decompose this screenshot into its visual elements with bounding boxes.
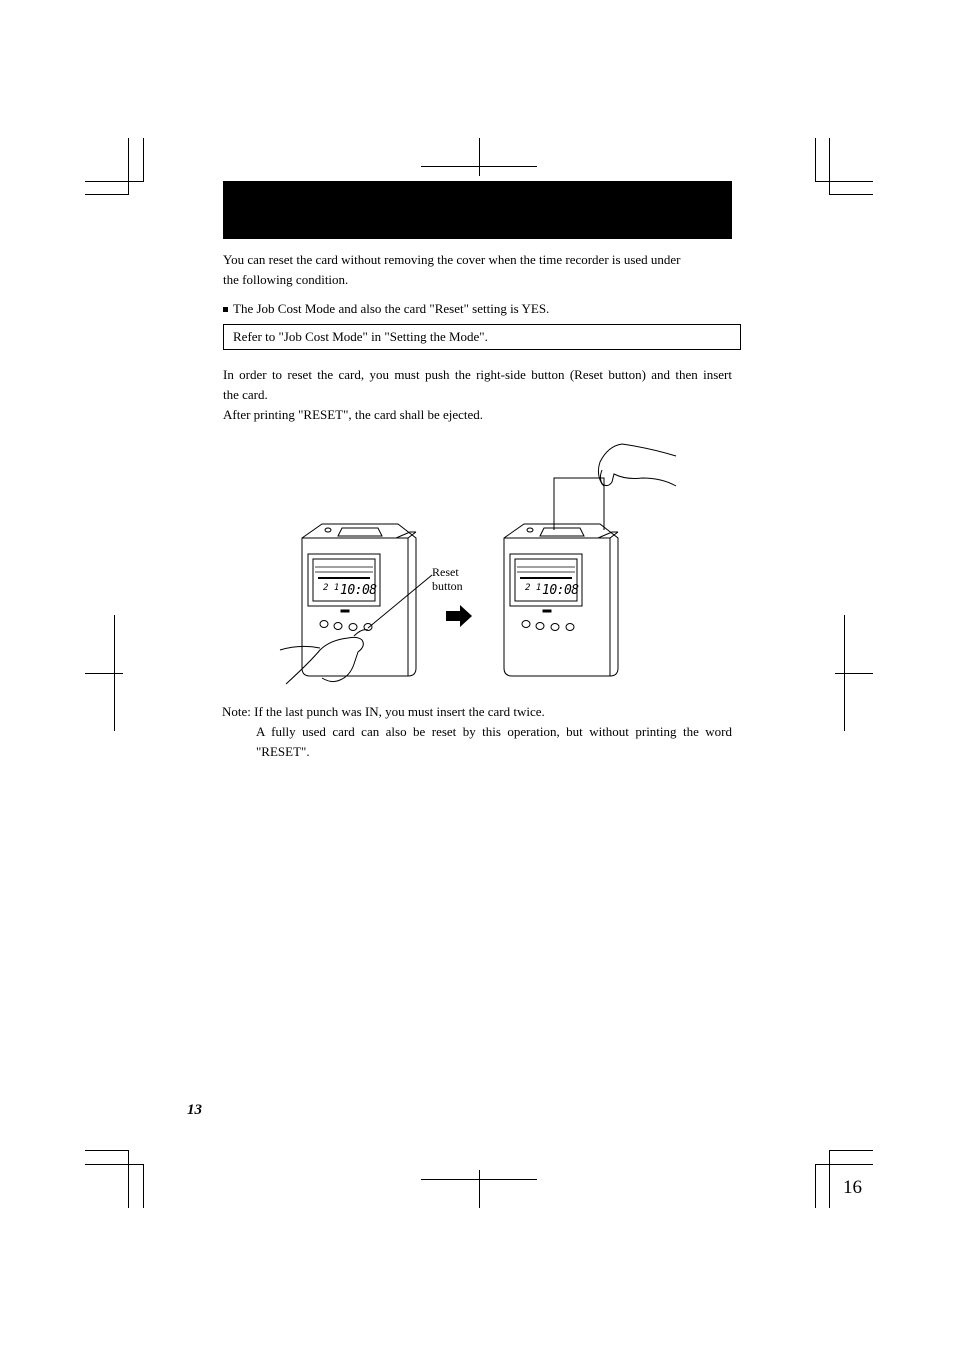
section-title-bar (223, 181, 732, 239)
crop-mark (479, 1170, 480, 1208)
intro-line: the following condition. (223, 272, 349, 287)
reset-button-label (432, 565, 463, 593)
reset-illustration (270, 440, 690, 690)
note (222, 702, 731, 722)
instruction-paragraph (223, 365, 732, 425)
crop-mark (815, 1164, 816, 1208)
crop-mark (85, 181, 144, 182)
crop-mark (85, 673, 123, 674)
condition-text: The Job Cost Mode and also the card "Reset" setting is YES. (233, 301, 550, 316)
crop-mark (85, 1164, 144, 1165)
label-line: Reset (432, 565, 459, 579)
time-recorder-left (280, 524, 432, 684)
crop-mark (114, 615, 115, 731)
crop-mark (829, 1150, 830, 1208)
note-continuation (256, 722, 732, 762)
instruction-line: In order to reset the card, you must push the right-side button (Reset button) and then insert (223, 367, 732, 382)
display-date-left: 2 1 (323, 583, 340, 593)
crop-mark (815, 181, 873, 182)
note-line: Note: If the last punch was IN, you must insert the card twice. (222, 704, 545, 719)
crop-mark (479, 138, 480, 176)
display-time-left: 10:08 (340, 583, 377, 598)
square-bullet-icon (223, 307, 228, 312)
intro-paragraph (223, 250, 732, 290)
crop-mark (143, 1164, 144, 1208)
manual-page-number: 13 (187, 1102, 202, 1118)
condition-bullet (223, 299, 732, 319)
display-time-right: 10:08 (542, 583, 579, 598)
crop-mark (829, 194, 873, 195)
crop-mark (829, 138, 830, 195)
right-arrow-icon (446, 605, 472, 627)
crop-mark (85, 194, 129, 195)
instruction-line: the card. (223, 387, 268, 402)
crop-mark (835, 673, 873, 674)
time-recorder-right (504, 444, 676, 676)
reference-box (223, 324, 741, 350)
crop-mark (815, 138, 816, 182)
crop-mark (128, 138, 129, 195)
crop-mark (829, 1150, 873, 1151)
note-line: A fully used card can also be reset by this operation, but without printing the word (256, 724, 732, 739)
crop-mark (143, 138, 144, 182)
display-date-right: 2 1 (525, 583, 542, 593)
crop-mark (844, 615, 845, 731)
crop-mark (85, 1150, 129, 1151)
note-line: "RESET". (256, 744, 310, 759)
crop-mark (128, 1150, 129, 1208)
intro-line: You can reset the card without removing the cover when the time recorder is used under (223, 252, 681, 267)
crop-mark (815, 1164, 873, 1165)
label-line: button (432, 579, 463, 593)
reference-text: Refer to "Job Cost Mode" in "Setting the Mode". (233, 329, 488, 344)
instruction-line: After printing "RESET", the card shall be ejected. (223, 407, 484, 422)
sheet-page-number: 16 (843, 1177, 862, 1198)
